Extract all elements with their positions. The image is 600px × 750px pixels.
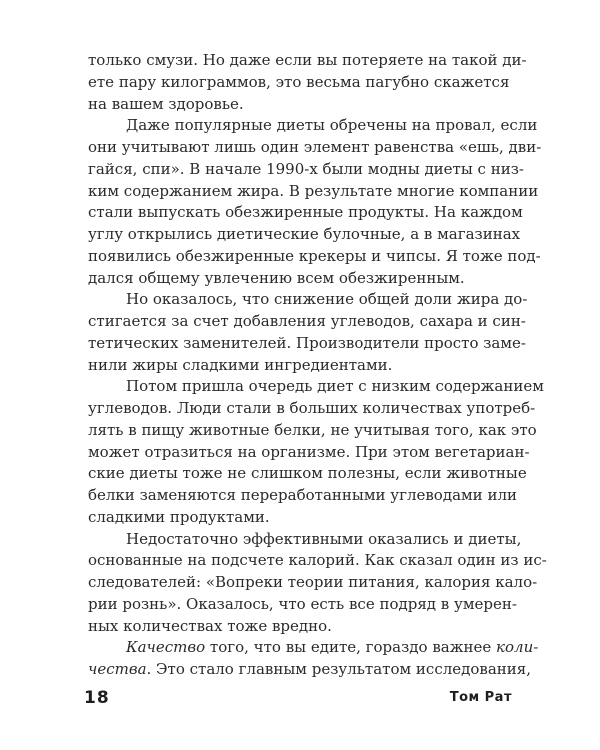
emphasis: Качество (126, 638, 206, 657)
text-line (88, 659, 532, 681)
text-line: белки заменяются переработанными углеводами или (88, 486, 517, 504)
text-line: стали выпускать обезжиренные продукты. На каждом (88, 203, 523, 222)
body-text (88, 50, 547, 681)
running-footer-author: Том Рат (449, 690, 512, 705)
text-line: основанные на подсчете калорий. Как сказал один из ис- (88, 551, 547, 570)
text-line: гайся, спи». В начале 1990-х были модны диеты с низ- (88, 159, 524, 178)
text-line: следователей: «Вопреки теории питания, калория кало- (88, 573, 538, 591)
text-line: рии рознь». Оказалось, что есть все подряд в умерен- (88, 594, 517, 613)
text-line: ские диеты тоже не слишком полезны, если животные (88, 464, 527, 483)
text-line (88, 637, 539, 659)
text-line: на вашем здоровье. (88, 94, 244, 113)
text-line: появились обезжиренные крекеры и чипсы. Я тоже под- (88, 246, 541, 265)
page-footer (84, 688, 512, 712)
text-fragment: . Это стало главным результатом исследования, (146, 660, 532, 678)
text-line: Но оказалось, что снижение общей доли жира до- (126, 290, 528, 309)
text-line: стигается за счет добавления углеводов, сахара и син- (88, 312, 526, 330)
text-line: может отразиться на организме. При этом вегетариан- (88, 442, 530, 461)
text-line: они учитывают лишь один элемент равенства «ешь, дви- (88, 138, 542, 156)
text-line: сладкими продуктами. (88, 507, 270, 526)
text-line: тетических заменителей. Производители просто заме- (88, 333, 526, 352)
emphasis: чества (88, 660, 147, 678)
emphasis: коли- (496, 638, 539, 657)
text-line: Даже популярные диеты обречены на провал, если (126, 116, 538, 135)
text-line: только смузи. Но даже если вы потеряете на такой ди- (88, 51, 527, 69)
text-line: лять в пищу животные белки, не учитывая того, как это (88, 420, 537, 439)
text-line: углу открылись диетические булочные, а в магазинах (88, 225, 521, 243)
text-line: дался общему увлечению всем обезжиренным. (88, 268, 465, 287)
text-fragment: того, что вы едите, гораздо важнее (205, 638, 497, 657)
text-line: ким содержанием жира. В результате многие компании (88, 181, 539, 200)
text-line: ных количествах тоже вредно. (88, 616, 332, 635)
text-line: нили жиры сладкими ингредиентами. (88, 355, 393, 374)
page-number: 18 (84, 688, 110, 708)
text-line: Потом пришла очередь диет с низким содержанием (126, 377, 544, 396)
text-line: Недостаточно эффективными оказались и диеты, (126, 529, 522, 548)
text-line: ете пару килограммов, это весьма пагубно скажется (88, 72, 510, 91)
text-line: углеводов. Люди стали в больших количествах употреб- (88, 399, 536, 417)
